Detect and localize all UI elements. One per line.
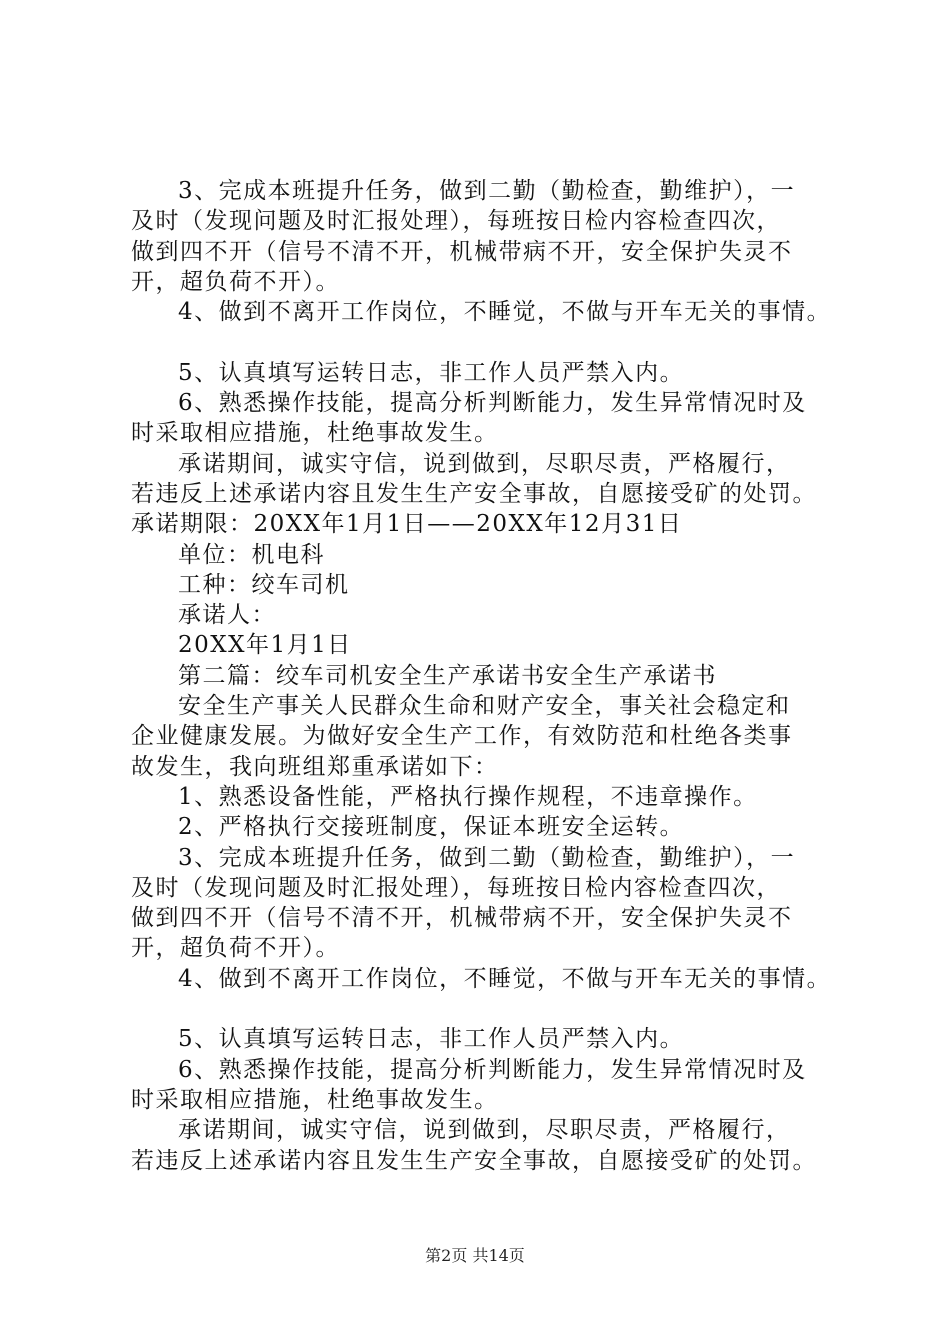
paragraph-line: 2、严格执行交接班制度，保证本班安全运转。 [178, 814, 685, 841]
paragraph-line: 及时（发现问题及时汇报处理），每班按日检内容检查四次， [131, 874, 781, 901]
paragraph-line: 安全生产事关人民群众生命和财产安全，事关社会稳定和 [178, 693, 791, 720]
paragraph-line: 若违反上述承诺内容且发生生产安全事故，自愿接受矿的处罚。 [131, 480, 817, 507]
paragraph-line: 4、做到不离开工作岗位，不睡觉，不做与开车无关的事情。 [178, 965, 832, 992]
job-type-field: 工种：绞车司机 [178, 571, 350, 598]
blank-line [131, 994, 851, 1024]
section-heading: 第二篇：绞车司机安全生产承诺书安全生产承诺书 [178, 662, 717, 689]
paragraph-line: 5、认真填写运转日志，非工作人员严禁入内。 [178, 359, 685, 386]
paragraph-line: 5、认真填写运转日志，非工作人员严禁入内。 [178, 1026, 685, 1053]
paragraph-line: 开，超负荷不开）。 [131, 935, 340, 962]
paragraph-line: 时采取相应措施，杜绝事故发生。 [131, 420, 499, 447]
paragraph-line: 6、熟悉操作技能，提高分析判断能力，发生异常情况时及 [178, 390, 807, 417]
paragraph-line: 6、熟悉操作技能，提高分析判断能力，发生异常情况时及 [178, 1056, 807, 1083]
paragraph-line: 3、完成本班提升任务，做到二勤（勤检查，勤维护），一 [178, 844, 796, 871]
paragraph-line: 1、熟悉设备性能，严格执行操作规程，不违章操作。 [178, 783, 758, 810]
paragraph-line: 做到四不开（信号不清不开，机械带病不开，安全保护失灵不 [131, 238, 793, 265]
document-body [131, 176, 851, 1176]
paragraph-line: 承诺期间，诚实守信，说到做到，尽职尽责，严格履行， [178, 1117, 791, 1144]
commitment-period: 承诺期限：20XX年1月1日——20XX年12月31日 [131, 511, 683, 538]
date-field: 20XX年1月1日 [178, 632, 352, 659]
page-number-footer: 第2页 共14页 [425, 1246, 525, 1265]
paragraph-line: 及时（发现问题及时汇报处理），每班按日检内容检查四次， [131, 208, 781, 235]
paragraph-line: 故发生，我向班组郑重承诺如下： [131, 753, 499, 780]
paragraph-line: 企业健康发展。为做好安全生产工作，有效防范和杜绝各类事 [131, 723, 793, 750]
blank-line [131, 327, 851, 357]
paragraph-line: 时采取相应措施，杜绝事故发生。 [131, 1086, 499, 1113]
paragraph-line: 承诺期间，诚实守信，说到做到，尽职尽责，严格履行， [178, 450, 791, 477]
paragraph-line: 做到四不开（信号不清不开，机械带病不开，安全保护失灵不 [131, 905, 793, 932]
promisor-field: 承诺人： [178, 602, 276, 629]
paragraph-line: 3、完成本班提升任务，做到二勤（勤检查，勤维护），一 [178, 178, 796, 204]
paragraph-line: 开，超负荷不开）。 [131, 268, 340, 295]
paragraph-line: 若违反上述承诺内容且发生生产安全事故，自愿接受矿的处罚。 [131, 1147, 817, 1174]
paragraph-line: 4、做到不离开工作岗位，不睡觉，不做与开车无关的事情。 [178, 299, 832, 326]
unit-field: 单位：机电科 [178, 541, 325, 568]
